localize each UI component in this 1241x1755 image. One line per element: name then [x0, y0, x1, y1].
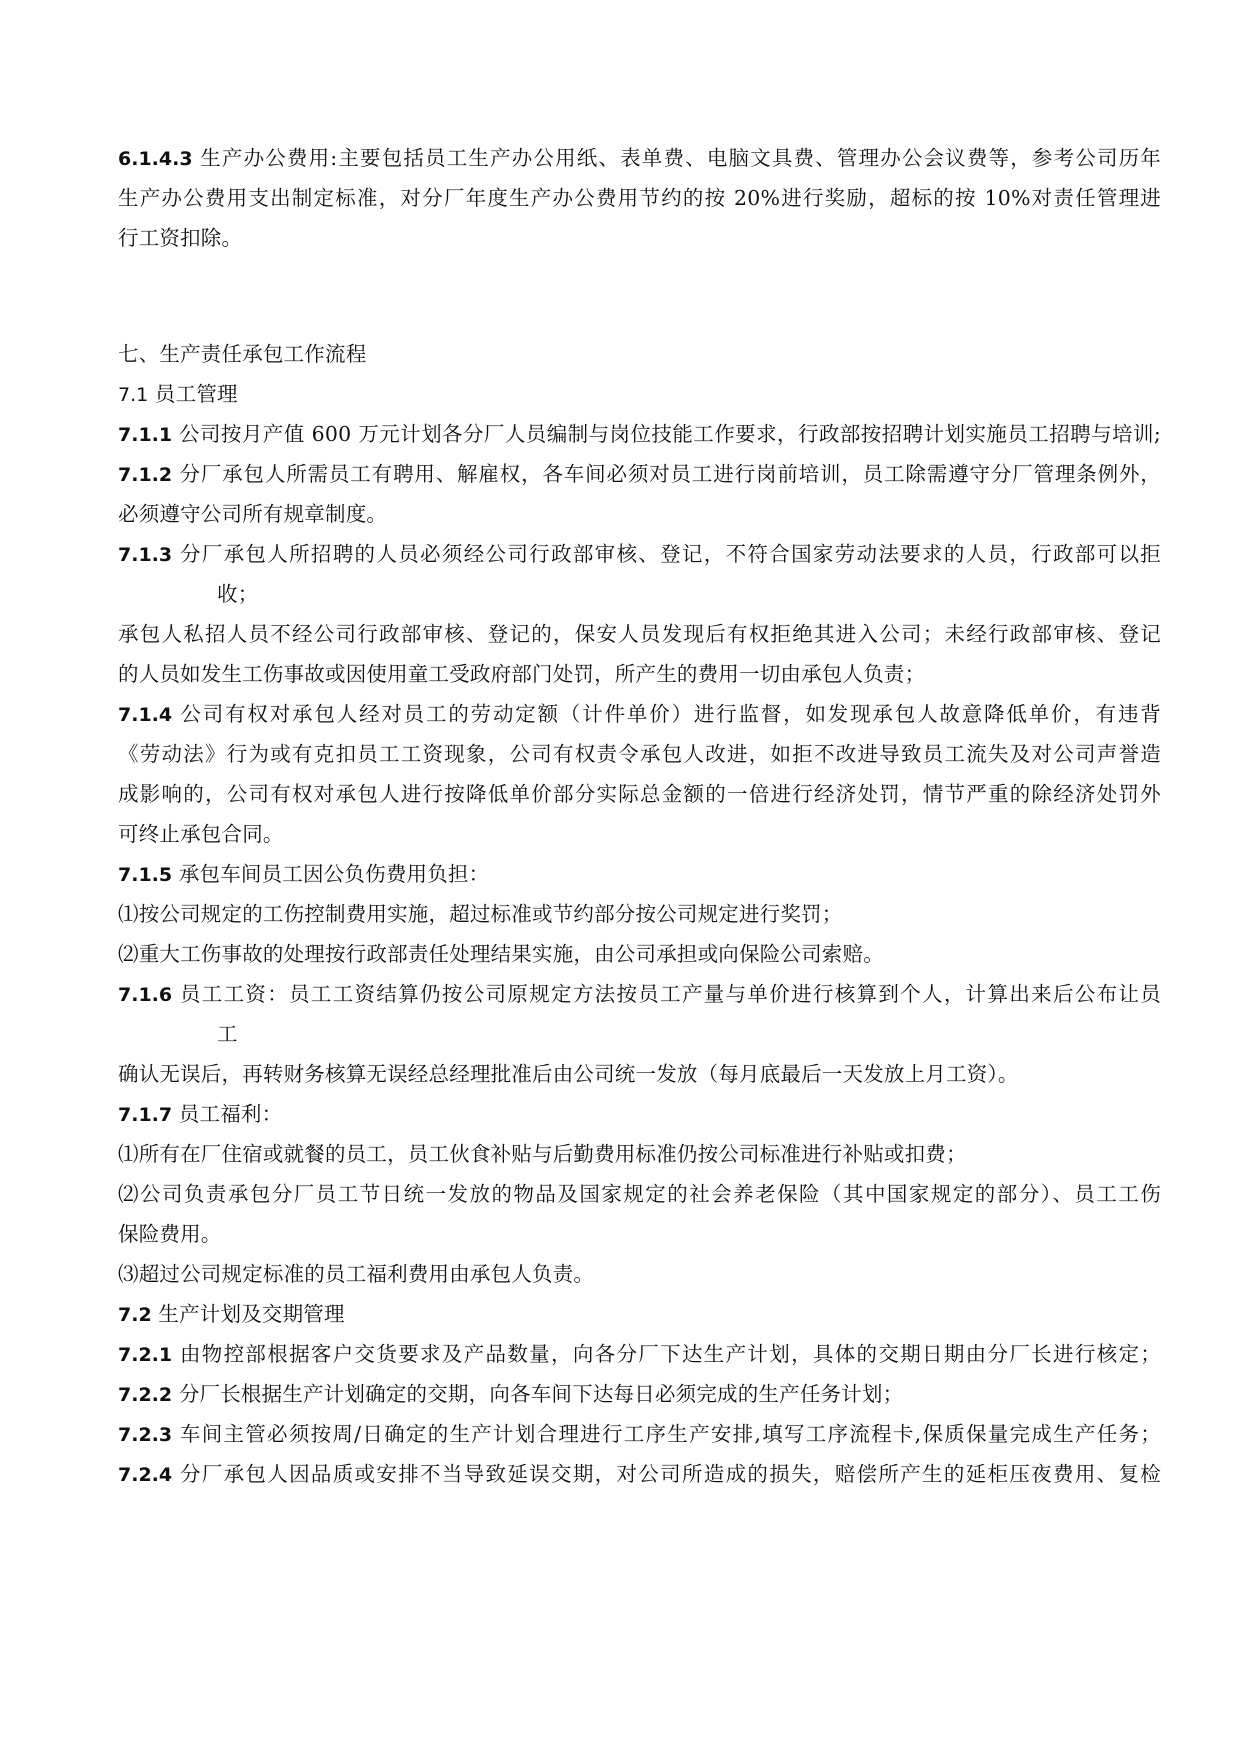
- line-text: 《劳动法》行为或有克扣员工工资现象，公司有权责令承包人改进，如拒不改进导致员工流失及对公司声誉造: [118, 742, 1161, 766]
- line-text: 确认无误后，再转财务核算无误经总经理批准后由公司统一发放（每月底最后一天发放上月工资）。: [118, 1062, 1019, 1086]
- line-text: 生产办公费用:主要包括员工生产办公用纸、表单费、电脑文具费、管理办公会议费等，参考公司历年: [192, 146, 1161, 170]
- paragraph-line: [118, 1419, 1161, 1450]
- paragraph-line: [118, 223, 1161, 253]
- section-heading: [118, 339, 1161, 369]
- clause-number: 7.1.2: [118, 464, 173, 486]
- paragraph-line: [217, 579, 1161, 609]
- line-text: ⑵重大工伤事故的处理按行政部责任处理结果实施，由公司承担或向保险公司索赔。: [118, 942, 884, 966]
- paragraph-line: [118, 183, 1161, 213]
- line-text: 必须遵守公司所有规章制度。: [118, 502, 388, 526]
- line-text: 七、生产责任承包工作流程: [118, 342, 367, 366]
- paragraph-line: [118, 699, 1161, 730]
- line-text: ⑶超过公司规定标准的员工福利费用由承包人负责。: [118, 1262, 595, 1286]
- line-text: 员工福利：: [172, 1102, 283, 1126]
- line-text: 的人员如发生工伤事故或因使用童工受政府部门处罚，所产生的费用一切由承包人负责；: [118, 662, 926, 686]
- clause-number: 7.1.5: [118, 864, 173, 886]
- paragraph-line: [118, 1379, 1161, 1410]
- clause-number: 7.2: [118, 1304, 152, 1326]
- list-item: [118, 1259, 1161, 1289]
- list-item: [118, 1139, 1161, 1169]
- paragraph-line: [118, 779, 1161, 809]
- paragraph-line: [118, 419, 1161, 450]
- clause-number: 7.2.4: [118, 1464, 173, 1486]
- line-text: 分厂长根据生产计划确定的交期，向各车间下达每日必须完成的生产任务计划；: [172, 1382, 904, 1406]
- paragraph-line: [118, 739, 1161, 769]
- line-text: 分厂承包人所需员工有聘用、解雇权，各车间必须对员工进行岗前培训，员工除需遵守分厂管理条例外，: [172, 462, 1161, 486]
- paragraph-line: [118, 859, 1161, 890]
- line-text: 成影响的，公司有权对承包人进行按降低单价部分实际总金额的一倍进行经济处罚，情节严重的除经济处罚外: [118, 782, 1161, 806]
- line-text: 由物控部根据客户交货要求及产品数量，向各分厂下达生产计划，具体的交期日期由分厂长进行核定；: [172, 1342, 1161, 1366]
- line-text: 公司有权对承包人经对员工的劳动定额（计件单价）进行监督，如发现承包人故意降低单价，有违背: [172, 702, 1161, 726]
- list-item: [118, 939, 1161, 969]
- list-item: [118, 1179, 1161, 1209]
- paragraph-line: [118, 1099, 1161, 1130]
- line-text: 生产办公费用支出制定标准，对分厂年度生产办公费用节约的按 20%进行奖励，超标的按 10%对责任管理进: [118, 186, 1161, 210]
- paragraph-line: [118, 1459, 1161, 1490]
- line-text: 工: [217, 1022, 238, 1046]
- clause-number: 7.2.3: [118, 1424, 173, 1446]
- paragraph-line: [118, 1059, 1161, 1089]
- clause-number: 6.1.4.3: [118, 148, 193, 170]
- line-text: ⑴按公司规定的工伤控制费用实施，超过标准或节约部分按公司规定进行奖罚；: [118, 902, 843, 926]
- subsection-heading: [118, 379, 1161, 410]
- line-text: 公司按月产值 600 万元计划各分厂人员编制与岗位技能工作要求，行政部按招聘计划实施员工招聘与培训;: [172, 422, 1161, 446]
- line-text: 保险费用。: [118, 1222, 222, 1246]
- paragraph-line: [118, 979, 1161, 1010]
- line-text: ⑵公司负责承包分厂员工节日统一发放的物品及国家规定的社会养老保险（其中国家规定的部分）、员工工伤: [118, 1182, 1161, 1206]
- line-text: 车间主管必须按周/日确定的生产计划合理进行工序生产安排,填写工序流程卡,保质保量完成生产任务；: [172, 1422, 1161, 1446]
- line-text: 承包车间员工因公负伤费用负担：: [172, 862, 490, 886]
- paragraph-line: [118, 659, 1161, 689]
- line-text: 员工管理: [148, 382, 238, 406]
- paragraph-line: [118, 499, 1161, 529]
- clause-number: 7.1.4: [118, 704, 173, 726]
- line-text: 行工资扣除。: [118, 226, 243, 250]
- paragraph-line: [118, 1339, 1161, 1370]
- line-text: 分厂承包人因品质或安排不当导致延误交期，对公司所造成的损失，赔偿所产生的延柜压夜费用、复检: [172, 1462, 1161, 1486]
- clause-number: 7.1.6: [118, 984, 173, 1006]
- line-text: 分厂承包人所招聘的人员必须经公司行政部审核、登记，不符合国家劳动法要求的人员，行政部可以拒: [172, 542, 1161, 566]
- subsection-heading: [118, 1299, 1161, 1330]
- line-text: ⑴所有在厂住宿或就餐的员工，员工伙食补贴与后勤费用标准仍按公司标准进行补贴或扣费；: [118, 1142, 967, 1166]
- clause-number: 7.1.3: [118, 544, 173, 566]
- line-text: 承包人私招人员不经公司行政部审核、登记的，保安人员发现后有权拒绝其进入公司；未经行政部审核、登记: [118, 622, 1161, 646]
- paragraph-line: [118, 619, 1161, 649]
- clause-number: 7.2.2: [118, 1384, 173, 1406]
- paragraph-line: [118, 539, 1161, 570]
- line-text: 收；: [217, 582, 259, 606]
- paragraph-line: [118, 819, 1161, 849]
- clause-number: 7.2.1: [118, 1344, 173, 1366]
- paragraph-line: [118, 1219, 1161, 1249]
- clause-number: 7.1.1: [118, 424, 173, 446]
- paragraph-line: [217, 1019, 1161, 1049]
- clause-number: 7.1.7: [118, 1104, 173, 1126]
- clause-number: 7.1: [118, 384, 149, 406]
- line-text: 员工工资：员工工资结算仍按公司原规定方法按员工产量与单价进行核算到个人，计算出来后公布让员: [172, 982, 1161, 1006]
- paragraph-line: [118, 459, 1161, 490]
- line-text: 生产计划及交期管理: [151, 1302, 345, 1326]
- paragraph-line: [118, 143, 1161, 174]
- line-text: 可终止承包合同。: [118, 822, 284, 846]
- list-item: [118, 899, 1161, 929]
